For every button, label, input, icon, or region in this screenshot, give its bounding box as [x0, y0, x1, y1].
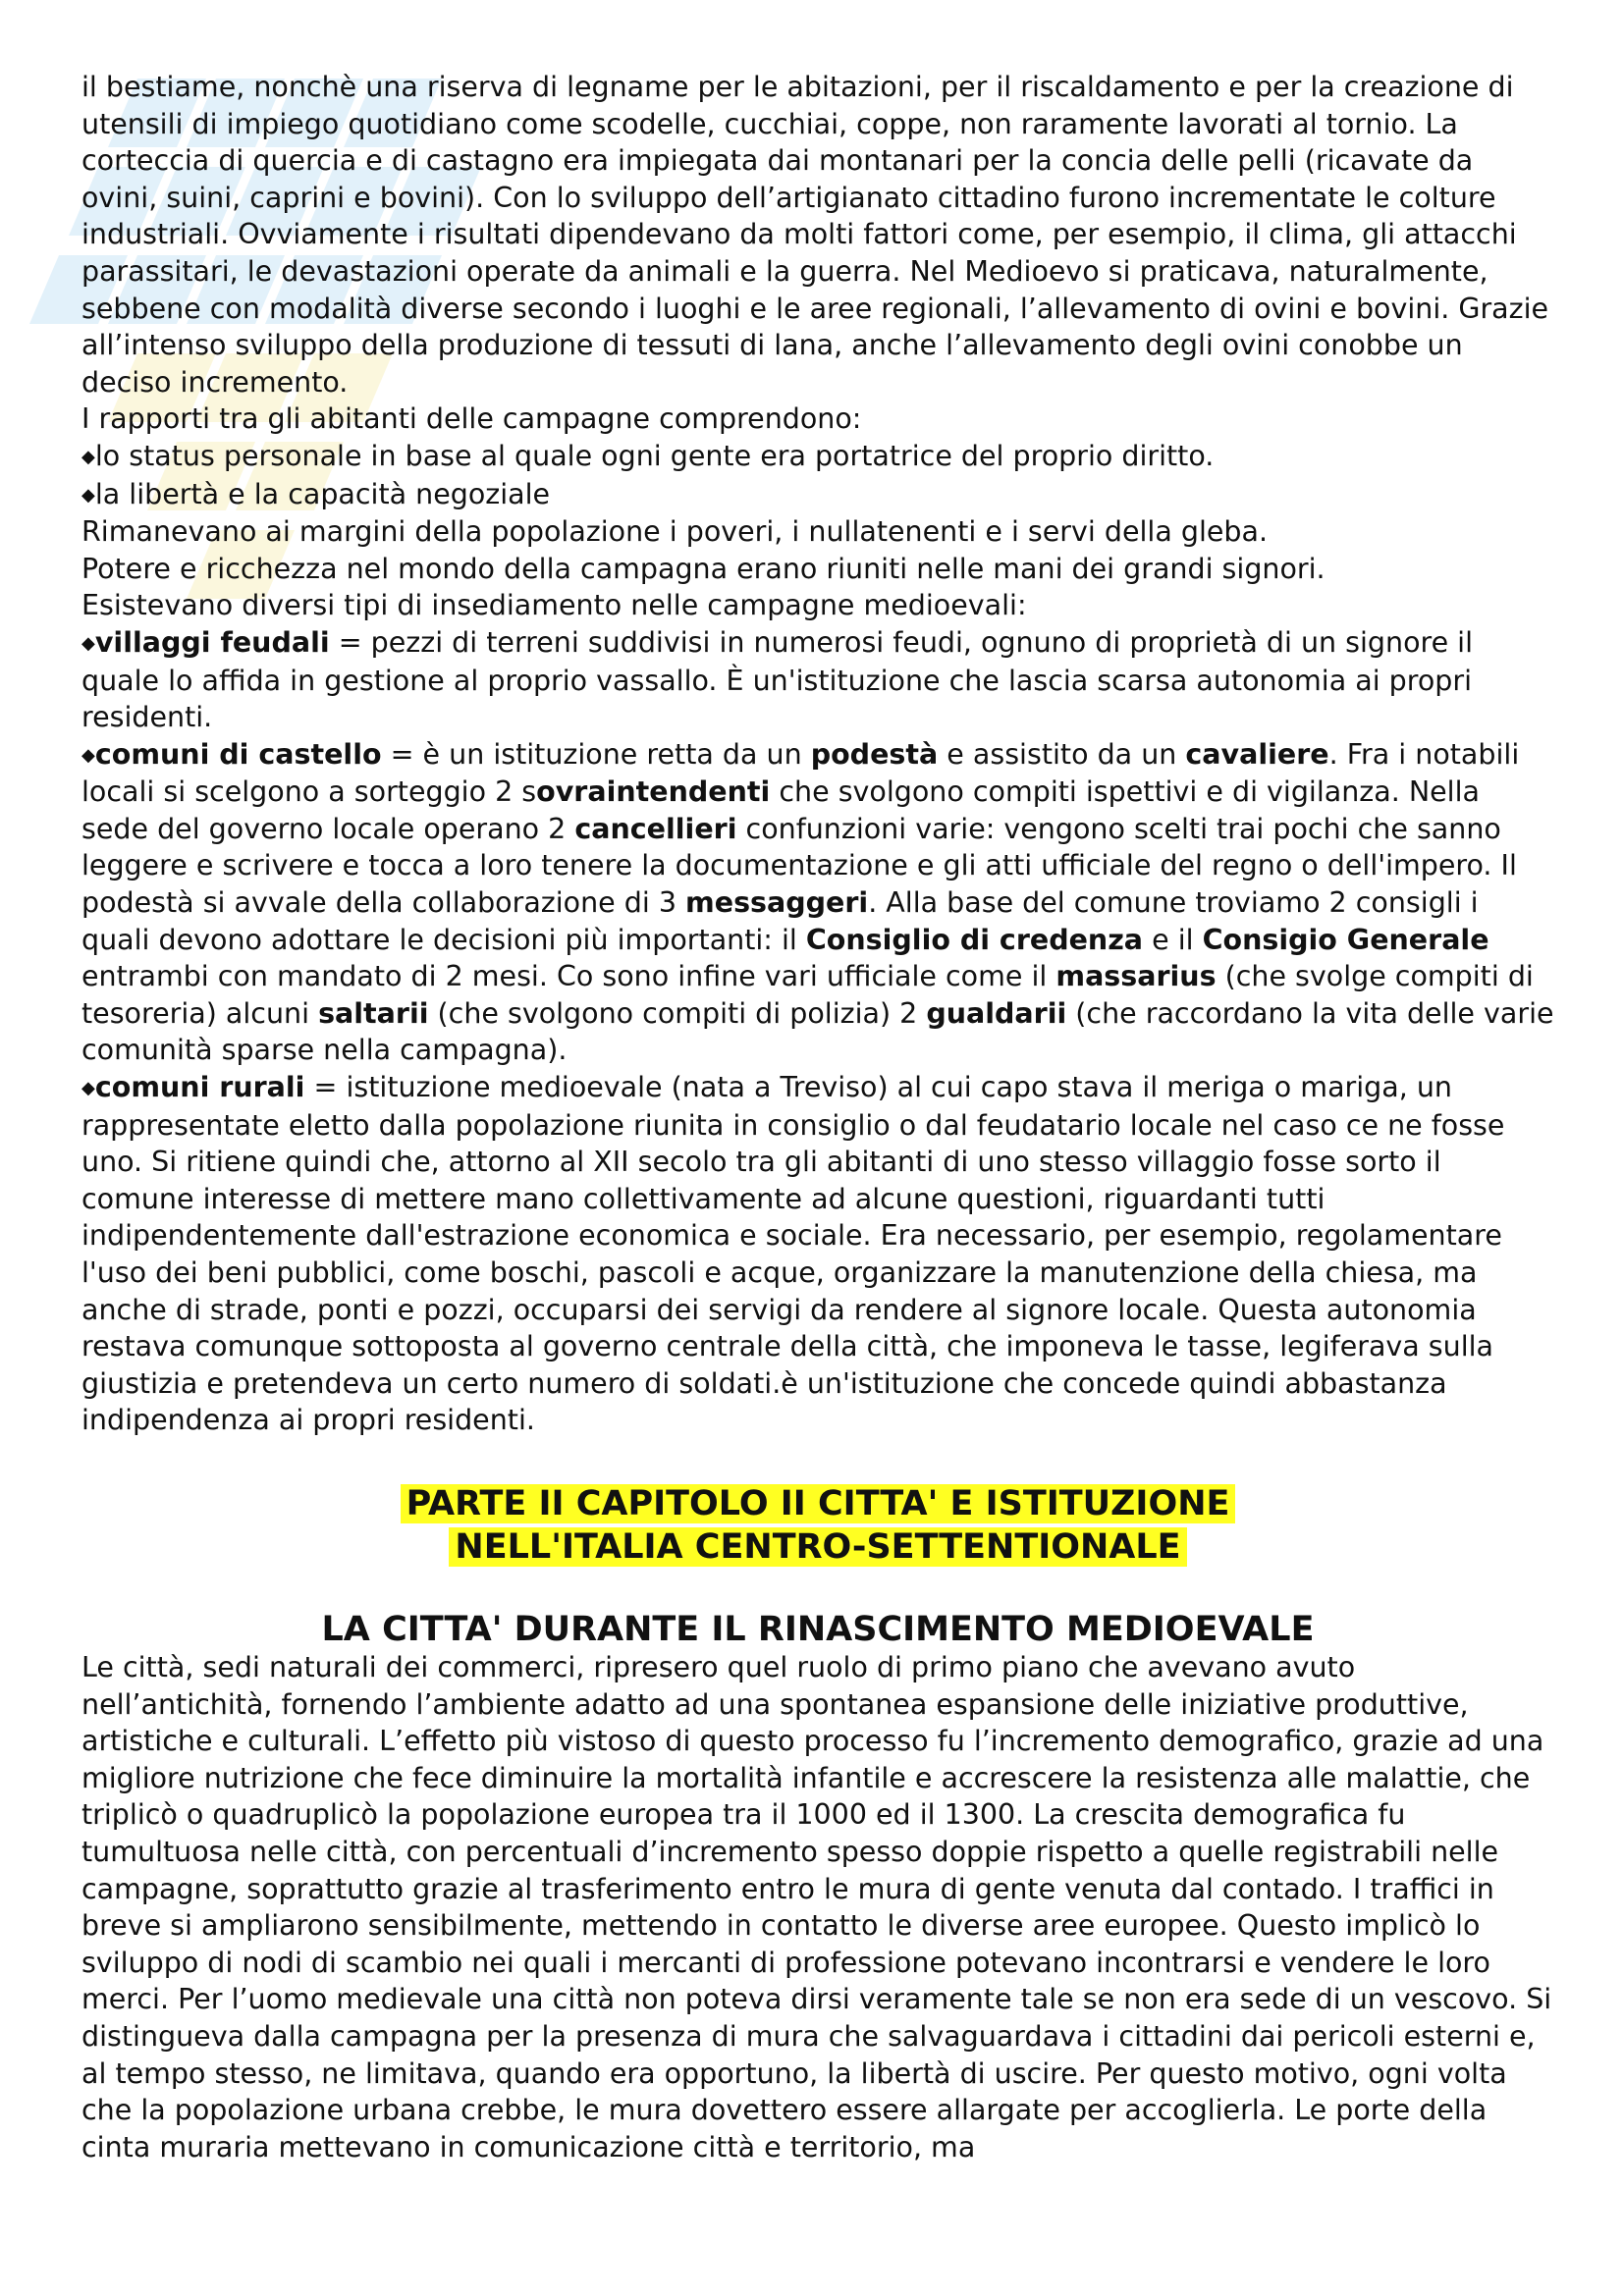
bullet-villaggi-feudali — [81, 624, 1554, 736]
text-segment: . Alla base del comune troviamo 2 consigli i quali devono adottare le decisioni più importanti: il — [81, 886, 1479, 956]
paragraph-power: Potere e ricchezza nel mondo della campagna erano riuniti nelle mani dei grandi signori. — [81, 552, 1325, 585]
term-massarius: massarius — [1055, 960, 1217, 993]
paragraph-relations-intro: I rapporti tra gli abitanti delle campagne comprendono: — [81, 402, 862, 436]
text-segment: che svolgono compiti ispettivi e di vigilanza. Nella sede del governo locale operano 2 — [81, 775, 1480, 845]
text-comuni-rurali: = istituzione medioevale (nata a Treviso) al cui capo stava il meriga o mariga, un rappresentate eletto dalla popolazione riunita in consiglio o dal feudatario locale nel caso ce ne fosse uno. Si ritiene quindi che, attorno al XII secolo tra gli abitanti di uno stesso villaggio fosse sorto il comune interesse di mettere mano collettivamente ad alcune questioni, riguardanti tutti indipendentemente dall'estrazione economica e sociale. Era necessario, per esempio, regolamentare l'uso dei beni pubblici, come boschi, pascoli e acque, organizzare la manutenzione della chiesa, ma anche di strade, ponti e pozzi, occuparsi dei servigi da rendere al signore locale. Questa autonomia restava comunque sottoposta al governo centrale della città, che imponeva le tasse, legiferava sulla giustizia e pretendeva un certo numero di soldati.è un'istituzione che concede quindi abbastanza indipendenza ai propri residenti. — [81, 1071, 1505, 1437]
text-villaggi-feudali: = pezzi di terreni suddivisi in numerosi feudi, ognuno di proprietà di un signore il quale lo affida in gestione al proprio vassallo. È un'istituzione che lascia scarsa autonomia ai propri residenti. — [81, 625, 1474, 734]
section-title: LA CITTA' DURANTE IL RINASCIMENTO MEDIOEVALE — [321, 1609, 1315, 1649]
term-saltarii: saltarii — [318, 996, 429, 1030]
term-consiglio-credenza: Consiglio di credenza — [805, 923, 1144, 956]
term-sovraintendenti: ovraintendenti — [536, 775, 771, 809]
text-segment: (che svolgono compiti di polizia) 2 — [428, 996, 927, 1030]
chapter-heading-line-1: PARTE II CAPITOLO II CITTA' E ISTITUZIONE — [401, 1484, 1236, 1523]
term-comuni-rurali: comuni rurali — [94, 1071, 305, 1104]
term-gualdarii: gualdarii — [926, 996, 1067, 1030]
text-segment: e assistito da un — [938, 737, 1186, 771]
text-segment: = è un istituzione retta da un — [381, 737, 811, 771]
paragraph-livestock: il bestiame, nonchè una riserva di legname per le abitazioni, per il riscaldamento e per la creazione di utensili di impiego quotidiano come scodelle, cucchiai, coppe, non raramente lavorati al tornio. La corteccia di quercia e di castagno era impiegata dai montanari per la concia delle pelli (ricavate da ovini, suini, caprini e bovini). Con lo sviluppo dell’artigianato cittadino furono incrementate le colture industriali. Ovviamente i risultati dipendevano da molti fattori come, per esempio, il clima, gli attacchi parassitari, le devastazioni operate da animali e la guerra. Nel Medioevo si praticava, naturalmente, sebbene con modalità diverse secondo i luoghi e le aree regionali, l’allevamento di ovini e bovini. Grazie all’intenso sviluppo della produzione di tessuti di lana, anche l’allevamento degli ovini conobbe un deciso incremento. — [81, 71, 1549, 399]
chapter-heading-line-2: NELL'ITALIA CENTRO-SETTENTIONALE — [449, 1527, 1186, 1567]
term-villaggi-feudali: villaggi feudali — [94, 625, 330, 659]
paragraph-city: Le città, sedi naturali dei commerci, ripresero quel ruolo di primo piano che avevano avuto nell’antichità, fornendo l’ambiente adatto ad una spontanea espansione delle iniziative produttive, artistiche e culturali. L’effetto più vistoso di questo processo fu l’incremento demografico, grazie ad una migliore nutrizione che fece diminuire la mortalità infantile e accrescere la resistenza alle malattie, che triplicò o quadruplicò la popolazione europea tra il 1000 ed il 1300. La crescita demografica fu tumultuosa nelle città, con percentuali d’incremento spesso doppie rispetto a quelle registrabili nelle campagne, soprattutto grazie al trasferimento entro le mura di gente venuta dal contado. I traffici in breve si ampliarono sensibilmente, mettendo in contatto le diverse aree europee. Questo implicò lo sviluppo di nodi di scambio nei quali i mercanti di professione potevano incontrarsi e vendere le loro merci. Per l’uomo medievale una città non poteva dirsi veramente tale se non era sede di un vescovo. Si distingueva dalla campagna per la presenza di mura che salvaguardava i cittadini dai pericoli esterni e, al tempo stesso, ne limitava, quando era opportuno, la libertà di uscire. Per questo motivo, ogni volta che la popolazione urbana crebbe, le mura dovettero essere allargate per accoglierla. Le porte della cinta muraria mettevano in comunicazione città e territorio, ma — [81, 1650, 1552, 2163]
chapter-heading — [199, 1482, 1436, 1569]
paragraph-settlements: Esistevano diversi tipi di insediamento nelle campagne medioevali: — [81, 589, 1027, 622]
bullet-status — [81, 438, 1554, 476]
text-segment: confunzioni varie: vengono scelti trai pochi che sanno leggere e scrivere e tocca a loro tenere la documentazione e gli atti ufficiale del regno o dell'impero. Il podestà si avvale della collaborazione di 3 — [81, 812, 1517, 920]
term-cavaliere: cavaliere — [1185, 737, 1329, 771]
term-comuni-castello: comuni di castello — [94, 737, 382, 771]
text-segment: e il — [1143, 923, 1203, 956]
term-consiglio-generale: Consigio Generale — [1202, 923, 1489, 956]
term-podesta: podestà — [810, 737, 939, 771]
bullet-liberty — [81, 476, 1554, 514]
text-segment: entrambi con mandato di 2 mesi. Co sono infine vari ufficiale come il — [81, 960, 1056, 993]
document-page — [81, 69, 1554, 2165]
term-cancellieri: cancellieri — [574, 812, 737, 845]
bullet-liberty-text: la libertà e la capacità negoziale — [94, 477, 551, 510]
bullet-status-text: lo status personale in base al quale ogni gente era portatrice del proprio diritto. — [94, 439, 1215, 472]
bullet-comuni-castello — [81, 736, 1554, 1069]
text-segment: . Fra i notabili locali si scelgono a sorteggio 2 s — [81, 737, 1520, 809]
text-segment: (che raccordano la vita delle varie comunità sparse nella campagna). — [81, 996, 1554, 1067]
bullet-comuni-rurali — [81, 1069, 1554, 1439]
term-messaggeri: messaggeri — [685, 886, 869, 920]
text-segment: (che svolge compiti di tesoreria) alcuni — [81, 960, 1534, 1030]
paragraph-margins: Rimanevano ai margini della popolazione i poveri, i nullatenenti e i servi della gleba. — [81, 515, 1269, 549]
